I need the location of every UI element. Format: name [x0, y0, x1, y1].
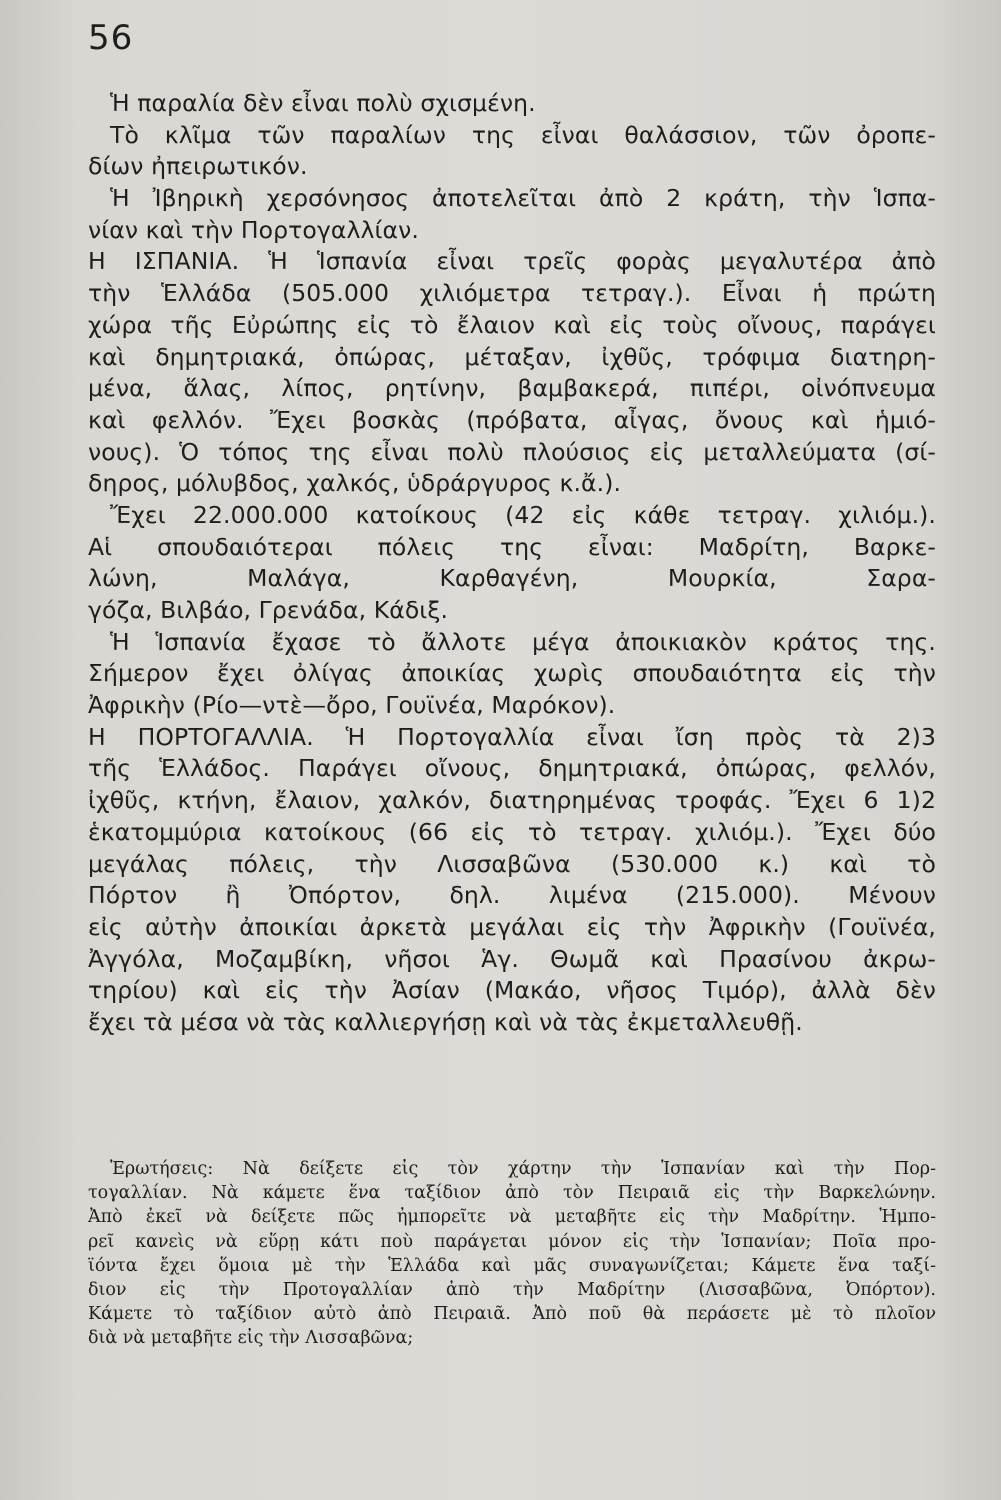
text-line: τηρίου) καὶ εἰς τὴν Ἀσίαν (Μακάο, νῆσος Τιμόρ), ἀλλὰ δὲν — [88, 976, 936, 1005]
text-line: Σήμερον ἔχει ὀλίγας ἀποικίας χωρὶς σπουδαιότητα εἰς τὴν — [88, 659, 936, 688]
text-line: Ἀγγόλα, Μοζαμβίκη, νῆσοι Ἁγ. Θωμᾶ καὶ Πρασίνου ἀκρω- — [88, 944, 936, 973]
page-number: 56 — [88, 18, 134, 58]
text-line: Πόρτον ἢ Ὀπόρτον, δηλ. λιμένα (215.000). Μένουν — [88, 881, 936, 910]
text-line: χώρα τῆς Εὐρώπης εἰς τὸ ἔλαιον καὶ εἰς τοὺς οἴνους, παράγει — [88, 310, 936, 339]
questions-footnote — [88, 1157, 936, 1351]
footnote-line: τογαλλίαν. Νὰ κάμετε ἕνα ταξίδιον ἀπὸ τὸν Πειραιᾶ εἰς τὴν Βαρκελώνην. — [88, 1183, 936, 1204]
text-line: ἰχθῦς, κτήνη, ἔλαιον, χαλκόν, διατηρημένας τροφάς. Ἔχει 6 1)2 — [88, 786, 936, 815]
footnote-line: Κάμετε τὸ ταξίδιον αὐτὸ ἀπὸ Πειραιᾶ. Ἀπὸ ποῦ θὰ περάσετε μὲ τὸ πλοῖον — [88, 1304, 936, 1325]
text-line: Η ΠΟΡΤΟΓΑΛΛΙΑ. Ἡ Πορτογαλλία εἶναι ἴση πρὸς τὰ 2)3 — [88, 722, 936, 751]
text-line: γόζα, Βιλβάο, Γρενάδα, Κάδιξ. — [88, 596, 449, 624]
footnote-line: διον εἰς τὴν Προτογαλλίαν ἀπὸ τὴν Μαδρίτην (Λισσαβῶνα, Ὀπόρτον). — [88, 1279, 936, 1300]
text-line: νίαν καὶ τὴν Πορτογαλλίαν. — [88, 215, 419, 244]
text-line: Τὸ κλῖμα τῶν παραλίων της εἶναι θαλάσσιον, τῶν ὀροπε- — [110, 120, 936, 149]
text-line: Ἀφρικὴν (Ρίο—ντὲ—ὄρο, Γουϊνέα, Μαρόκον). — [88, 691, 616, 720]
text-line: καὶ δημητριακά, ὀπώρας, μέταξαν, ἰχθῦς, τρόφιμα διατηρη- — [88, 342, 936, 371]
text-line: εἰς αὐτὴν ἀποικίαι ἀρκετὰ μεγάλαι εἰς τὴν Ἀφρικὴν (Γουϊνέα, — [88, 912, 936, 941]
text-line: Αἱ σπουδαιότεραι πόλεις της εἶναι: Μαδρίτη, Βαρκε- — [88, 532, 936, 561]
text-line: ἔχει τὰ μέσα νὰ τὰς καλλιεργήσῃ καὶ νὰ τὰς ἐκμεταλλευθῇ. — [88, 1007, 803, 1036]
footnote-line: ϊόντα ἔχει ὅμοια μὲ τὴν Ἑλλάδα καὶ μᾶς συναγωνίζεται; Κάμετε ἕνα ταξί- — [88, 1255, 936, 1276]
text-line: Η ΙΣΠΑΝΙΑ. Ἡ Ἱσπανία εἶναι τρεῖς φορὰς μεγαλυτέρα ἀπὸ — [88, 247, 936, 276]
footnote-line: ρεῖ κανεὶς νὰ εὕρῃ κάτι ποὺ παράγεται μόνον εἰς τὴν Ἱσπανίαν; Ποῖα προ- — [88, 1231, 936, 1252]
text-line: δηρος, μόλυβδος, χαλκός, ὑδράργυρος κ.ἄ.). — [88, 469, 622, 498]
text-line: Ἡ παραλία δὲν εἶναι πολὺ σχισμένη. — [110, 89, 536, 117]
text-line: μεγάλας πόλεις, τὴν Λισσαβῶνα (530.000 κ.) καὶ τὸ — [88, 849, 936, 878]
text-line: Ἡ Ἱσπανία ἔχασε τὸ ἄλλοτε μέγα ἀποικιακὸν κράτος της. — [110, 627, 936, 656]
text-line: Ἔχει 22.000.000 κατοίκους (42 εἰς κάθε τετραγ. χιλιόμ.). — [110, 500, 936, 529]
text-line: μένα, ἅλας, λίπος, ρητίνην, βαμβακερά, πιπέρι, οἰνόπνευμα — [88, 374, 936, 403]
text-line: τὴν Ἑλλάδα (505.000 χιλιόμετρα τετραγ.). Εἶναι ἡ πρώτη — [88, 279, 936, 308]
text-line: ἑκατομμύρια κατοίκους (66 εἰς τὸ τετραγ. χιλιόμ.). Ἔχει δύο — [88, 817, 936, 846]
text-line: καὶ φελλόν. Ἔχει βοσκὰς (πρόβατα, αἶγας, ὄνους καὶ ἡμιό- — [88, 405, 936, 434]
text-line: Ἡ Ἰβηρικὴ χερσόνησος ἀποτελεῖται ἀπὸ 2 κράτη, τὴν Ἱσπα- — [110, 184, 936, 213]
footnote-line: διὰ νὰ μεταβῆτε εἰς τὴν Λισσαβῶνα; — [88, 1328, 414, 1349]
text-line: νους). Ὁ τόπος της εἶναι πολὺ πλούσιος εἰς μεταλλεύματα (σί- — [88, 437, 936, 466]
footnote-line: Ἐρωτήσεις: Νὰ δείξετε εἰς τὸν χάρτην τὴν Ἱσπανίαν καὶ τὴν Πορ- — [110, 1159, 936, 1179]
text-line: τῆς Ἑλλάδος. Παράγει οἴνους, δημητριακά, ὀπώρας, φελλόν, — [88, 754, 936, 783]
text-line: λώνη, Μαλάγα, Καρθαγένη, Μουρκία, Σαρα- — [88, 564, 936, 593]
text-line: δίων ἠπειρωτικόν. — [88, 152, 308, 181]
main-text — [88, 88, 936, 1039]
footnote-line: Ἀπὸ ἐκεῖ νὰ δείξετε πῶς ἠμπορεῖτε νὰ μεταβῆτε εἰς τὴν Μαδρίτην. Ἠμπο- — [88, 1207, 936, 1228]
